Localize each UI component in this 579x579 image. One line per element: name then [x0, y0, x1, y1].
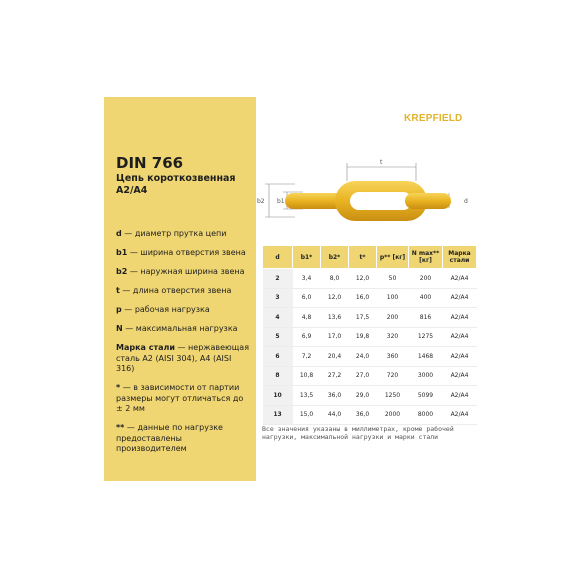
cell-d: 13	[263, 405, 293, 425]
page-title: DIN 766	[116, 154, 184, 172]
table-row	[263, 405, 477, 425]
cell: 2000	[377, 405, 409, 425]
cell: 6,0	[293, 288, 321, 308]
cell: 1468	[409, 347, 443, 367]
legend-item-n: N — максимальная нагрузка	[116, 324, 238, 333]
table-row	[263, 347, 477, 367]
legend-item-steel: Марка стали — нержавеющая сталь A2 (AISI 304), A4 (AISI 316)	[116, 343, 249, 373]
cell: 100	[377, 288, 409, 308]
cell: 6,9	[293, 327, 321, 347]
cell: A2/A4	[443, 386, 477, 406]
chain-link-diagram	[255, 155, 475, 239]
header-cell: p** [кг]	[377, 246, 409, 269]
cell: A2/A4	[443, 269, 477, 289]
diagram-label-b2: b2	[257, 198, 265, 205]
cell: 12,0	[321, 288, 349, 308]
cell: 27,2	[321, 366, 349, 386]
cell: 24,0	[349, 347, 377, 367]
cell: 320	[377, 327, 409, 347]
cell: A2/A4	[443, 366, 477, 386]
legend-item-b1: b1 — ширина отверстия звена	[116, 248, 246, 257]
cell: 13,5	[293, 386, 321, 406]
cell: 3,4	[293, 269, 321, 289]
cell: A2/A4	[443, 308, 477, 328]
cell: 44,0	[321, 405, 349, 425]
cell-d: 5	[263, 327, 293, 347]
table-row	[263, 308, 477, 328]
header-cell: d	[263, 246, 293, 269]
header-cell: t*	[349, 246, 377, 269]
cell: 720	[377, 366, 409, 386]
table-row	[263, 327, 477, 347]
legend-item-star: * — в зависимости от партии размеры могут отличаться до ± 2 мм	[116, 383, 244, 413]
header-cell: Марка стали	[443, 246, 477, 269]
cell: 12,0	[349, 269, 377, 289]
cell: 400	[409, 288, 443, 308]
cell: A2/A4	[443, 347, 477, 367]
legend-item-t: t — длина отверстия звена	[116, 286, 232, 295]
legend-list	[116, 229, 250, 463]
cell-d: 10	[263, 386, 293, 406]
chain-link-right	[405, 193, 451, 209]
cell: 1250	[377, 386, 409, 406]
cell: 13,6	[321, 308, 349, 328]
cell: 27,0	[349, 366, 377, 386]
cell: 15,0	[293, 405, 321, 425]
cell: 36,0	[321, 386, 349, 406]
cell: 4,8	[293, 308, 321, 328]
header-cell: N max** [кг]	[409, 246, 443, 269]
page-subtitle: Цепь короткозвенная A2/A4	[116, 173, 236, 196]
cell: 17,5	[349, 308, 377, 328]
table-header-row	[263, 246, 477, 269]
table-row	[263, 366, 477, 386]
diagram-label-b1: b1	[277, 198, 285, 205]
table-row	[263, 288, 477, 308]
cell: 29,0	[349, 386, 377, 406]
cell: 200	[377, 308, 409, 328]
cell: A2/A4	[443, 288, 477, 308]
units-note: Все значения указаны в миллиметрах, кроме рабочей нагрузки, максимальной нагрузки и марки стали	[262, 425, 454, 442]
cell-d: 8	[263, 366, 293, 386]
cell-d: 4	[263, 308, 293, 328]
cell: 36,0	[349, 405, 377, 425]
cell-d: 6	[263, 347, 293, 367]
cell: 7,2	[293, 347, 321, 367]
legend-item-doublestar: ** — данные по нагрузке предоставлены производителем	[116, 423, 223, 453]
cell: 200	[409, 269, 443, 289]
table-row	[263, 269, 477, 289]
header-cell: b2*	[321, 246, 349, 269]
cell: 17,0	[321, 327, 349, 347]
table-row	[263, 386, 477, 406]
diagram-label-d: d	[464, 198, 468, 205]
cell: A2/A4	[443, 405, 477, 425]
legend-item-p: p — рабочая нагрузка	[116, 305, 210, 314]
cell: 19,8	[349, 327, 377, 347]
cell: 16,0	[349, 288, 377, 308]
cell-d: 2	[263, 269, 293, 289]
cell: 8,0	[321, 269, 349, 289]
cell: 3000	[409, 366, 443, 386]
cell: 10,8	[293, 366, 321, 386]
cell: 360	[377, 347, 409, 367]
brand-logo: KREPFIELD	[404, 113, 463, 124]
cell: 5099	[409, 386, 443, 406]
header-cell: b1*	[293, 246, 321, 269]
cell: 1275	[409, 327, 443, 347]
diagram-label-t: t	[380, 159, 383, 166]
spec-table	[262, 245, 477, 425]
cell: A2/A4	[443, 327, 477, 347]
cell: 20,4	[321, 347, 349, 367]
cell: 8000	[409, 405, 443, 425]
cell: 50	[377, 269, 409, 289]
legend-item-d: d — диаметр прутка цепи	[116, 229, 227, 238]
legend-item-b2: b2 — наружная ширина звена	[116, 267, 245, 276]
cell: 816	[409, 308, 443, 328]
cell-d: 3	[263, 288, 293, 308]
